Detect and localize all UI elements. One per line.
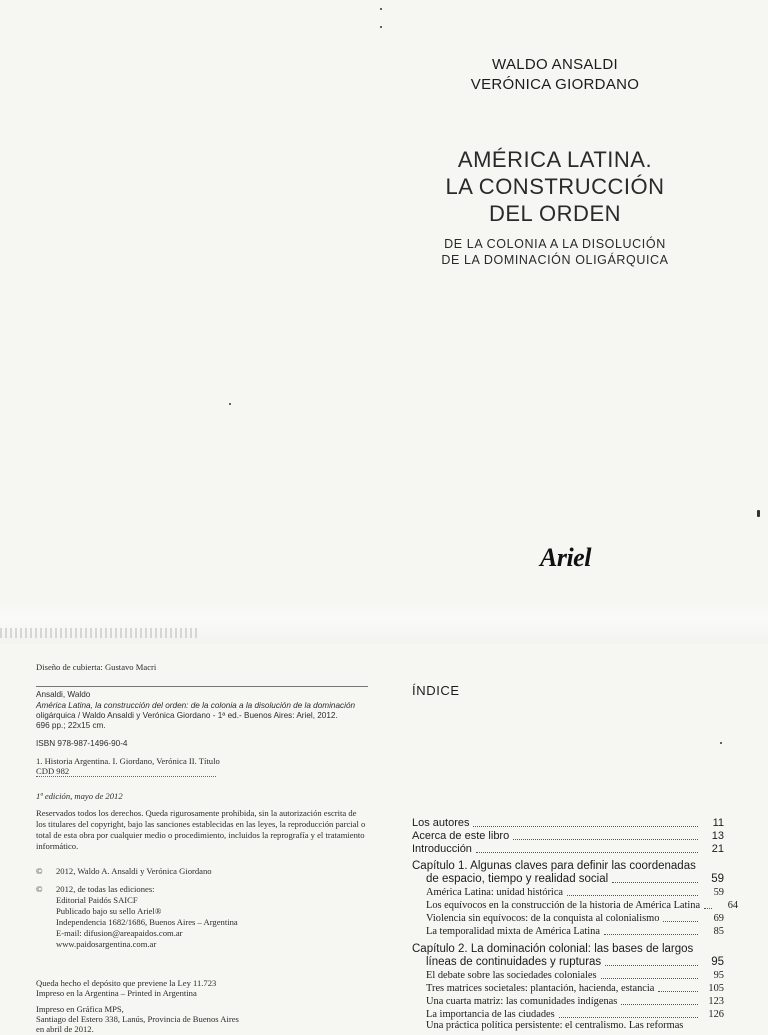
- rights-line: los titulares del copyright, bajo las sanciones establecidas en las leyes, la reproducción parcial o: [36, 819, 366, 829]
- toc-label: El debate sobre las sociedades coloniales: [426, 970, 597, 981]
- toc-leader: [621, 1004, 698, 1005]
- catalog-cdd: CDD 982: [36, 766, 70, 776]
- toc-entry: [412, 995, 724, 1008]
- toc-label: La importancia de las ciudades: [426, 1009, 555, 1020]
- rights-line: Reservados todos los derechos. Queda rigurosamente prohibida, sin la autorización escrita de: [36, 808, 357, 818]
- toc-leader: [601, 978, 698, 979]
- copyright-symbol: ©: [36, 884, 43, 894]
- toc-leader: [612, 882, 698, 883]
- toc-page: 13: [711, 830, 724, 842]
- divider: [36, 776, 216, 777]
- toc-entry: [412, 843, 724, 856]
- catalog-author: Ansaldi, Waldo: [36, 690, 91, 699]
- toc-leader: [476, 852, 698, 853]
- toc-entry: [412, 830, 724, 843]
- toc-page: 95: [711, 956, 724, 968]
- toc-label: de espacio, tiempo y realidad social: [426, 873, 609, 885]
- toc-entry: [412, 956, 724, 969]
- toc-label: Acerca de este libro: [412, 830, 510, 842]
- toc-entry: [412, 1019, 724, 1032]
- toc-label: Los equívocos en la construcción de la historia de América Latina: [426, 900, 701, 911]
- toc-leader: [513, 839, 698, 840]
- scan-speck: [380, 8, 382, 10]
- author-name: VERÓNICA GIORDANO: [470, 76, 640, 93]
- toc-leader: [658, 991, 698, 992]
- toc-page: 11: [712, 817, 724, 829]
- toc-leader: [605, 965, 698, 966]
- toc-page: 59: [711, 873, 724, 885]
- scan-speck: [229, 403, 231, 405]
- toc-leader: [559, 1017, 698, 1018]
- toc-label: Violencia sin equívocos: de la conquista al colonialismo: [426, 913, 660, 924]
- toc-page: 105: [708, 983, 724, 994]
- scan-speck: [380, 26, 382, 28]
- printer-line: Impreso en Gráfica MPS,: [36, 1004, 124, 1014]
- book-title-line: LA CONSTRUCCIÓN: [445, 174, 665, 199]
- toc-leader: [567, 895, 698, 896]
- copyright-authors: [36, 866, 366, 877]
- toc-label: Introducción: [412, 843, 472, 855]
- toc-leader: [663, 921, 698, 922]
- book-title-line: AMÉRICA LATINA.: [457, 147, 653, 172]
- catalog-subjects: 1. Historia Argentina. I. Giordano, Verónica II. Título: [36, 756, 220, 766]
- publisher-line: Independencia 1682/1686, Buenos Aires – Argentina: [56, 917, 238, 927]
- toc-label: La temporalidad mixta de América Latina: [426, 926, 600, 937]
- toc-entry: [412, 817, 724, 830]
- publisher-line: Editorial Paidós SAICF: [56, 895, 138, 905]
- rights-line: informático.: [36, 841, 79, 851]
- publisher-logo: Ariel: [540, 543, 591, 572]
- book-title-line: DEL ORDEN: [488, 201, 622, 226]
- book-subtitle-line: DE LA DOMINACIÓN OLIGÁRQUICA: [441, 253, 669, 267]
- publisher-line: Publicado bajo su sello Ariel®: [56, 906, 162, 916]
- deposit-line: Queda hecho el depósito que previene la Ley 11.723: [36, 978, 217, 988]
- copyright-publisher: [36, 884, 366, 895]
- toc-entry: [412, 912, 724, 925]
- toc-page: 64: [727, 900, 739, 911]
- catalog-line: 696 pp.; 22x15 cm.: [36, 721, 106, 730]
- toc-leader: [473, 826, 698, 827]
- isbn: ISBN 978-987-1496-90-4: [36, 739, 128, 748]
- toc-entry: [412, 969, 724, 982]
- catalog-line: oligárquica / Waldo Ansaldi y Verónica Giordano - 1ª ed.- Buenos Aires: Ariel, 2012.: [36, 711, 338, 720]
- toc-label: Una práctica política persistente: el centralismo. Las reformas: [426, 1020, 684, 1031]
- copyright-text: 2012, de todas las ediciones:: [56, 884, 155, 894]
- toc-page: 21: [711, 843, 724, 855]
- toc-label: Una cuarta matriz: las comunidades indígenas: [426, 996, 618, 1007]
- publisher-line: www.paidosargentina.com.ar: [56, 939, 157, 949]
- toc-label: Los autores: [412, 817, 470, 829]
- toc-leader: [704, 908, 712, 909]
- toc-chapter-title: Capítulo 2. La dominación colonial: las bases de largos: [412, 943, 694, 955]
- toc-page: 85: [713, 926, 724, 937]
- toc-entry: [412, 982, 724, 995]
- toc-label: Tres matrices societales: plantación, hacienda, estancia: [426, 983, 655, 994]
- toc-label: líneas de continuidades y rupturas: [426, 956, 602, 968]
- deposit-line: Impreso en la Argentina – Printed in Argentina: [36, 988, 197, 998]
- cover-design-credit: Diseño de cubierta: Gustavo Macri: [36, 662, 157, 672]
- author-name: WALDO ANSALDI: [492, 56, 618, 73]
- publisher-line: E-mail: difusion@areapaidos.com.ar: [56, 928, 183, 938]
- scan-speck: [757, 510, 760, 517]
- book-subtitle-line: DE LA COLONIA A LA DISOLUCIÓN: [444, 237, 666, 251]
- toc-page: 95: [713, 970, 724, 981]
- printer-line: en abril de 2012.: [36, 1024, 94, 1034]
- copyright-text: 2012, Waldo A. Ansaldi y Verónica Giordano: [56, 866, 212, 876]
- rights-line: total de esta obra por cualquier medio o procedimiento, incluidos la reprografía y el tratamiento: [36, 830, 365, 840]
- index-heading: ÍNDICE: [412, 683, 460, 698]
- scan-speck: [720, 742, 722, 744]
- scan-shadow: [0, 628, 200, 638]
- toc-entry: [412, 925, 724, 938]
- toc-page: 123: [708, 996, 724, 1007]
- edition-note: 1ª edición, mayo de 2012: [36, 791, 123, 801]
- toc-entry: [412, 873, 724, 886]
- toc-leader: [604, 934, 698, 935]
- divider: [36, 686, 368, 687]
- toc-chapter-title: Capítulo 1. Algunas claves para definir las coordenadas: [412, 860, 696, 872]
- toc-entry: [412, 886, 724, 899]
- copyright-symbol: ©: [36, 866, 43, 876]
- toc-label: América Latina: unidad histórica: [426, 887, 564, 898]
- toc-page: 69: [713, 913, 724, 924]
- toc-entry: [412, 899, 739, 912]
- toc-page: 59: [713, 887, 724, 898]
- catalog-line: América Latina, la construcción del orden: de la colonia a la disolución de la dominación: [36, 701, 356, 710]
- printer-line: Santiago del Estero 338, Lanús, Provincia de Buenos Aires: [36, 1014, 239, 1024]
- toc-page: 126: [708, 1009, 724, 1020]
